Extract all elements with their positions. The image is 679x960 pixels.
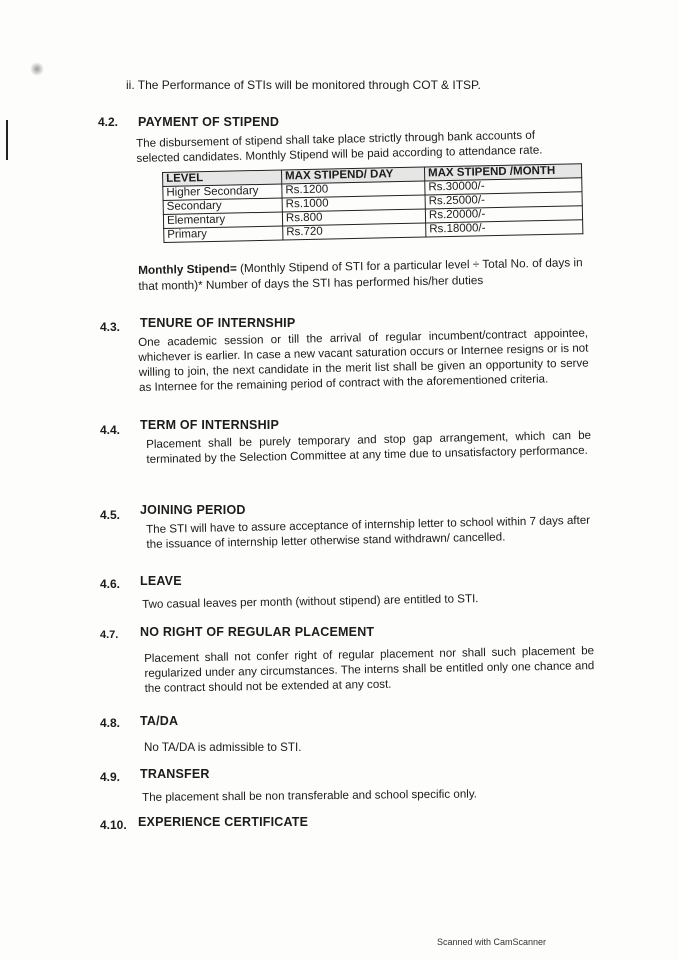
intro-line: ii. The Performance of STIs will be monitored through COT & ITSP. bbox=[126, 78, 481, 92]
scan-edge-mark bbox=[6, 120, 8, 160]
section-body: Placement shall be purely temporary and stop gap arrangement, which can be terminated by the Selection Committee at any time due to unsatisfactory performance. bbox=[146, 428, 592, 466]
section-body: The STI will have to assure acceptance of internship letter to school within 7 days after the issuance of internship letter otherwise stand withdrawn/ cancelled. bbox=[146, 513, 591, 551]
section-title: NO RIGHT OF REGULAR PLACEMENT bbox=[140, 625, 375, 639]
table-cell: Elementary bbox=[163, 212, 282, 228]
table-header-cell: LEVEL bbox=[163, 170, 282, 186]
section-title: TENURE OF INTERNSHIP bbox=[140, 316, 296, 330]
table-cell: Rs.800 bbox=[282, 209, 425, 226]
table-cell: Rs.25000/- bbox=[425, 192, 582, 209]
table-header-cell: MAX STIPEND/ DAY bbox=[281, 167, 424, 184]
section-number: 4.4. bbox=[100, 423, 121, 437]
section-body: Two casual leaves per month (without stipend) are entitled to STI. bbox=[142, 592, 479, 611]
table-cell: Rs.1200 bbox=[282, 181, 425, 198]
scan-smudge bbox=[30, 62, 44, 76]
stipend-table bbox=[162, 163, 583, 243]
section-number: 4.8. bbox=[100, 716, 121, 730]
table-cell: Higher Secondary bbox=[163, 184, 282, 200]
section-body: Placement shall not confer right of regular placement nor shall such placement be regularized under any circumstances. The interns shall be entitled only one chance and the contract should not be extended at any cost. bbox=[144, 644, 595, 695]
table-cell: Primary bbox=[164, 226, 283, 242]
section-body: One academic session or till the arrival of regular incumbent/contract appointee, whichever is earlier. In case a new vacant saturation occurs or Internee resigns or is not willing to join, the next candidate in the merit list shall be given an opportunity to serve as Internee for the remaining period of contract with the aforementioned criteria. bbox=[138, 326, 589, 394]
section-number: 4.3. bbox=[100, 320, 121, 334]
section-title: TRANSFER bbox=[140, 767, 210, 781]
section-title: EXPERIENCE CERTIFICATE bbox=[138, 815, 309, 829]
table-cell: Rs.1000 bbox=[282, 195, 425, 212]
section-title: PAYMENT OF STIPEND bbox=[138, 115, 280, 129]
section-number: 4.10. bbox=[100, 818, 127, 832]
table-cell: Rs.30000/- bbox=[425, 178, 582, 195]
section-title: TA/DA bbox=[140, 714, 179, 728]
section-number: 4.6. bbox=[100, 577, 121, 591]
section-number: 4.9. bbox=[100, 770, 121, 784]
stipend-formula bbox=[138, 254, 588, 294]
section-number: 4.2. bbox=[98, 115, 119, 129]
section-body: The placement shall be non transferable and school specific only. bbox=[142, 787, 478, 804]
section-title: JOINING PERIOD bbox=[140, 503, 246, 517]
formula-text: (Monthly Stipend of STI for a particular level ÷ Total No. of days in that month)* Number of days the STI has performed his/her duties bbox=[138, 255, 583, 293]
table-cell: Rs.720 bbox=[283, 223, 426, 240]
section-number: 4.7. bbox=[100, 629, 119, 641]
table-cell: Rs.20000/- bbox=[425, 206, 582, 223]
table-cell: Secondary bbox=[163, 198, 282, 214]
section-title: TERM OF INTERNSHIP bbox=[140, 418, 280, 432]
table-header-cell: MAX STIPEND /MONTH bbox=[424, 164, 581, 181]
scanner-watermark: Scanned with CamScanner bbox=[437, 937, 547, 947]
formula-label: Monthly Stipend= bbox=[138, 261, 237, 277]
section-number: 4.5. bbox=[100, 508, 121, 522]
section-body: The disbursement of stipend shall take place strictly through bank accounts of selected candidates. Monthly Stipend will be paid according to attendance rate. bbox=[136, 128, 543, 165]
table-cell: Rs.18000/- bbox=[426, 220, 583, 237]
section-title: LEAVE bbox=[140, 574, 182, 588]
section-body: No TA/DA is admissible to STI. bbox=[144, 741, 302, 754]
